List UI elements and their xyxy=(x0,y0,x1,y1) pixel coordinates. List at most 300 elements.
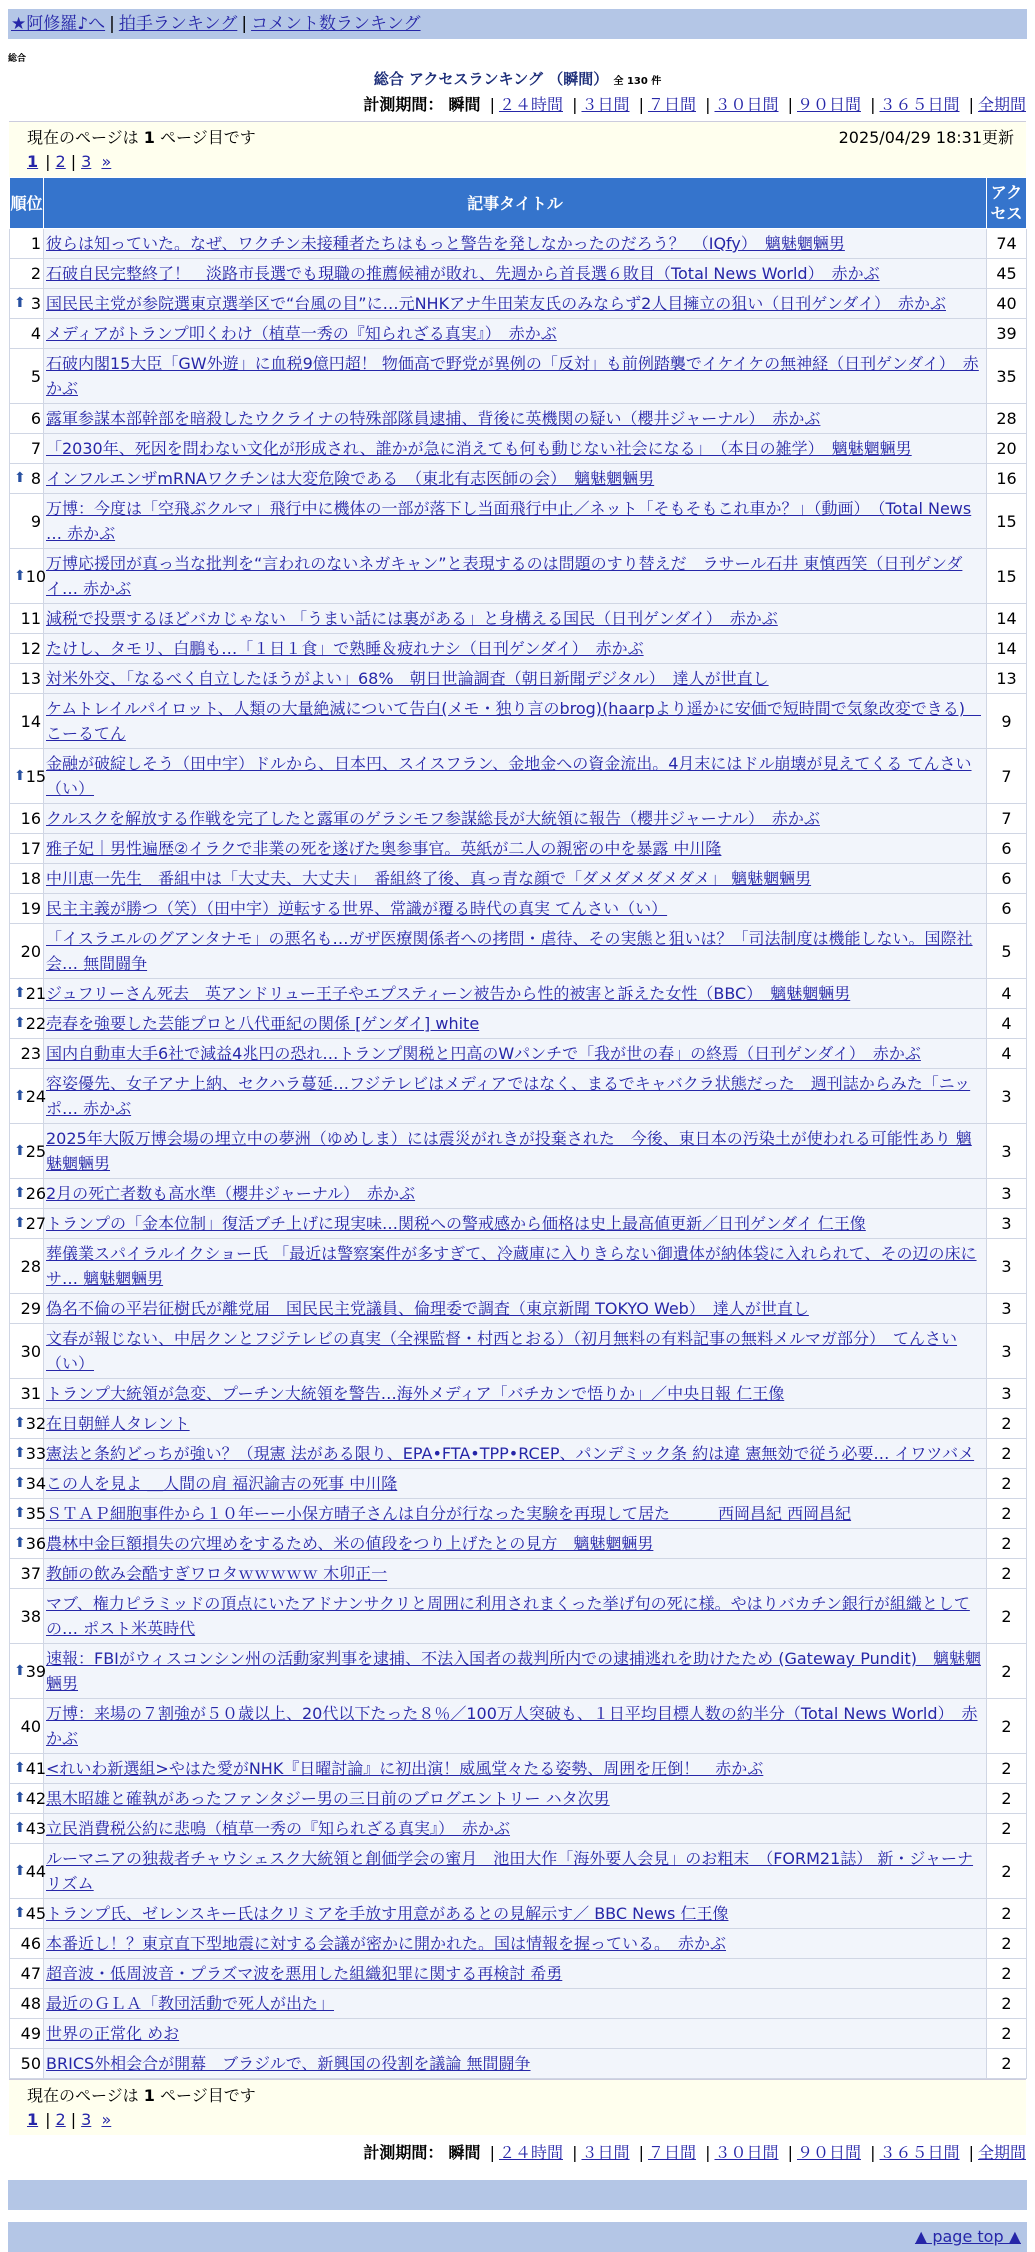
article-link[interactable]: 石破内閣15大臣「GW外遊」に血税9億円超！ 物価高で野党が異例の「反対」も前例踏襲でイケイケの無神経（日刊ゲンダイ） 赤かぶ xyxy=(46,354,979,398)
title-cell xyxy=(44,834,987,864)
table-row xyxy=(10,1469,1027,1499)
access-count: 2 xyxy=(987,1644,1027,1699)
rank-number: 3 xyxy=(30,294,41,313)
page-3-link[interactable]: 3 xyxy=(81,152,92,171)
section-label: 総合 xyxy=(8,54,27,64)
article-link[interactable]: 教師の飲み会酷すぎワロタｗｗｗｗｗ 木卯正一 xyxy=(46,1564,388,1583)
article-link[interactable]: 売春を強要した芸能プロと八代亜紀の関係 [ゲンダイ] white xyxy=(46,1014,480,1033)
table-row xyxy=(10,694,1027,749)
access-count: 9 xyxy=(987,694,1027,749)
title-cell xyxy=(44,1814,987,1844)
rank-up-arrow-icon: ⬆ xyxy=(14,1445,26,1461)
table-row xyxy=(10,924,1027,979)
rank-number: 30 xyxy=(20,1341,41,1361)
rank-cell xyxy=(10,319,44,349)
access-count: 2 xyxy=(987,1959,1027,1989)
article-link[interactable]: 金融が破綻しそう（田中宇）ドルから、日本円、スイスフラン、金地金への資金流出。4月末にはドル崩壊が見えてくる てんさい（い） xyxy=(46,754,972,798)
rank-up-arrow-icon: ⬆ xyxy=(14,1820,26,1836)
rank-cell xyxy=(10,1499,47,1529)
title-cell xyxy=(44,864,987,894)
access-count: 2 xyxy=(987,1754,1027,1784)
access-count: 6 xyxy=(987,834,1027,864)
rank-up-arrow-icon: ⬆ xyxy=(14,1215,26,1231)
rank-cell xyxy=(10,834,44,864)
rank-up-arrow-icon: ⬆ xyxy=(14,1862,26,1879)
rank-number: 34 xyxy=(25,1474,47,1493)
period-24h-link[interactable]: ２４時間 xyxy=(498,2143,563,2162)
access-count: 2 xyxy=(987,1499,1027,1529)
article-link[interactable]: ジュフリーさん死去 英アンドリュー王子やエプスティーン被告から性的被害と訴えた女性（BBC） 魑魅魍魎男 xyxy=(46,984,851,1003)
access-count: 15 xyxy=(987,494,1027,549)
period-3d-link[interactable]: ３日間 xyxy=(581,95,630,114)
article-link[interactable]: 容姿優先、女子アナ上納、セクハラ蔓延…フジテレビはメディアではなく、まるでキャバクラ状態だった 週刊誌からみた「ニッポ… 赤かぶ xyxy=(46,1074,971,1118)
article-link[interactable]: トランプ氏、ゼレンスキー氏はクリミアを手放す用意があるとの見解示す／ BBC News 仁王像 xyxy=(46,1904,729,1923)
title-cell xyxy=(44,634,987,664)
period-365d-link[interactable]: ３６５日間 xyxy=(879,95,960,114)
article-link[interactable]: マブ、権力ピラミッドの頂点にいたアドナンサクリと周囲に利用されまくった挙げ句の死に様。やはりバカチン銀行が組織としての… ポスト米英時代 xyxy=(46,1594,970,1638)
table-row xyxy=(10,289,1027,319)
table-row xyxy=(10,634,1027,664)
rank-cell xyxy=(10,1644,47,1699)
rank-up-arrow-icon: ⬆ xyxy=(14,1087,26,1104)
table-row xyxy=(10,894,1027,924)
rank-number: 22 xyxy=(25,1014,47,1033)
clap-ranking-link[interactable]: 拍手ランキング xyxy=(118,14,238,34)
article-link[interactable]: 2025年大阪万博会場の埋立中の夢洲（ゆめしま）には震災がれきが投棄された 今後、東日本の汚染土が使われる可能性あり 魑魅魍魎男 xyxy=(46,1129,972,1173)
title-cell xyxy=(44,1069,987,1124)
title-cell xyxy=(44,1009,987,1039)
title-cell xyxy=(44,1559,987,1589)
article-link[interactable]: クルスクを解放する作戦を完了したと露軍のゲラシモフ参謀総長が大統領に報告（櫻井ジャーナル） 赤かぶ xyxy=(46,809,820,828)
access-count: 2 xyxy=(987,1439,1027,1469)
table-row xyxy=(10,864,1027,894)
article-link[interactable]: 国内自動車大手6社で減益4兆円の恐れ…トランプ関税と円高のWパンチで「我が世の春」の終焉（日刊ゲンダイ） 赤かぶ xyxy=(46,1044,921,1063)
table-row xyxy=(10,464,1027,494)
article-link[interactable]: 最近のＧＬＡ「教団活動で死人が出た」 xyxy=(46,1994,335,2013)
access-count: 2 xyxy=(987,1589,1027,1644)
updated-timestamp: 2025/04/29 18:31更新 xyxy=(838,128,1014,147)
rank-number: 49 xyxy=(20,2024,41,2043)
rank-cell xyxy=(10,804,44,834)
rank-cell xyxy=(10,1324,44,1379)
article-link[interactable]: たけし、タモリ、白鵬も…「１日１食」で熟睡＆疲れナシ（日刊ゲンダイ） 赤かぶ xyxy=(46,639,644,658)
table-row xyxy=(10,1069,1027,1124)
article-link[interactable]: 農林中金巨額損失の穴埋めをするため、米の値段をつり上げたとの見方 魑魅魍魎男 xyxy=(46,1534,654,1553)
rank-number: 31 xyxy=(20,1384,41,1403)
table-row xyxy=(10,259,1027,289)
table-row xyxy=(10,1379,1027,1409)
rank-cell xyxy=(10,229,44,259)
rank-up-arrow-icon: ⬆ xyxy=(14,1185,26,1201)
rank-cell xyxy=(10,434,44,464)
title-cell xyxy=(44,1644,987,1699)
rank-cell xyxy=(10,1929,44,1959)
rank-cell xyxy=(10,2019,44,2049)
article-link[interactable]: 国民民主党が参院選東京選挙区で“台風の目”に…元NHKアナ牛田茉友氏のみならず2人目擁立の狙い（日刊ゲンダイ） 赤かぶ xyxy=(46,294,946,313)
rank-number: 32 xyxy=(25,1414,47,1433)
table-row xyxy=(10,664,1027,694)
table-row xyxy=(10,804,1027,834)
table-row xyxy=(10,1644,1027,1699)
rank-cell xyxy=(10,349,44,404)
rank-cell xyxy=(10,2049,44,2079)
next-page-link[interactable]: » xyxy=(101,2110,112,2129)
current-page-text: 現在のページは 1 ページ目です xyxy=(27,128,256,147)
rank-number: 10 xyxy=(25,566,47,586)
article-link[interactable]: 万博応援団が真っ当な批判を“言われのないネガキャン”と表現するのは問題のすり替えだ ラサール石井 東慎西笑（日刊ゲンダイ… 赤かぶ xyxy=(46,554,963,598)
article-link[interactable]: メディアがトランプ叩くわけ（植草一秀の『知られざる真実』） 赤かぶ xyxy=(46,324,557,343)
rank-number: 40 xyxy=(20,1716,41,1736)
rank-cell xyxy=(10,1239,44,1294)
access-count: 4 xyxy=(987,979,1027,1009)
access-count: 74 xyxy=(987,229,1027,259)
access-count: 2 xyxy=(987,1784,1027,1814)
rank-up-arrow-icon: ⬆ xyxy=(14,1015,26,1031)
rank-number: 19 xyxy=(20,899,41,918)
rank-up-arrow-icon: ⬆ xyxy=(14,1760,26,1776)
rank-number: 2 xyxy=(30,264,41,283)
access-count: 14 xyxy=(987,604,1027,634)
article-link[interactable]: 葬儀業スパイラルイクショー氏 「最近は警察案件が多すぎて、冷蔵庫に入りきらない御遺体が納体袋に入れられて、その辺の床にサ… 魑魅魍魎男 xyxy=(46,1244,977,1288)
table-row xyxy=(10,1559,1027,1589)
page-2-link[interactable]: 2 xyxy=(55,2110,66,2129)
rank-number: 1 xyxy=(30,234,41,253)
access-count: 2 xyxy=(987,1469,1027,1499)
table-row xyxy=(10,1409,1027,1439)
rank-number: 8 xyxy=(30,469,41,488)
next-page-link[interactable]: » xyxy=(101,152,112,171)
table-row xyxy=(10,1929,1027,1959)
page-1-link[interactable]: 1 xyxy=(27,152,39,171)
article-link[interactable]: インフルエンザmRNAワクチンは大変危険である （東北有志医師の会） 魑魅魍魎男 xyxy=(46,469,655,488)
access-count: 40 xyxy=(987,289,1027,319)
table-row xyxy=(10,1009,1027,1039)
rank-cell xyxy=(10,664,44,694)
title-cell xyxy=(44,349,987,404)
access-count: 20 xyxy=(987,434,1027,464)
article-link[interactable]: この人を見よ ＿人間の肩 福沢諭吉の死事 中川隆 xyxy=(46,1474,398,1493)
rank-cell xyxy=(10,1124,47,1179)
rank-cell xyxy=(10,1469,47,1499)
article-link[interactable]: 速報：FBIがウィスコンシン州の活動家判事を逮捕、不法入国者の裁判所内での逮捕逃れを助けたため (Gateway Pundit) 魑魅魍魎男 xyxy=(46,1649,981,1693)
table-row xyxy=(10,1499,1027,1529)
rank-number: 14 xyxy=(20,711,41,731)
rank-cell xyxy=(10,1699,44,1754)
page-title-line xyxy=(0,68,1035,89)
article-link[interactable]: 超音波・低周波音・プラズマ波を悪用した組織犯罪に関する再検討 希勇 xyxy=(46,1964,563,1983)
article-link[interactable]: 石破自民完整終了！ 淡路市長選でも現職の推薦候補が敗れ、先週から首長選６敗目（Total News World） 赤かぶ xyxy=(46,264,880,283)
period-30d-link[interactable]: ３０日間 xyxy=(714,95,779,114)
rank-up-arrow-icon: ⬆ xyxy=(14,985,26,1001)
rank-cell xyxy=(10,404,44,434)
article-link[interactable]: 世界の正常化 めお xyxy=(46,2024,180,2043)
table-row xyxy=(10,1124,1027,1179)
article-link[interactable]: BRICS外相会合が開幕 ブラジルで、新興国の役割を議論 無間闘争 xyxy=(46,2054,531,2073)
rank-number: 36 xyxy=(25,1534,47,1553)
period-selector-bottom: 計測期間： 瞬間 | ２４時間 | ３日間 | ７日間 | ３０日間 | ９０日間 | ３６５日間 | 全期間 xyxy=(363,2143,1026,2162)
article-link[interactable]: 在日朝鮮人タレント xyxy=(46,1414,190,1433)
ranking-table xyxy=(9,177,1027,2079)
article-link[interactable]: <れいわ新選組>やはた愛がNHK『日曜討論』に初出演！威風堂々たる姿勢、周囲を圧倒！ 赤かぶ xyxy=(46,1759,764,1778)
rank-cell xyxy=(10,604,44,634)
title-cell xyxy=(44,979,987,1009)
title-cell xyxy=(44,804,987,834)
rank-number: 15 xyxy=(25,766,47,786)
article-link[interactable]: 露軍参謀本部幹部を暗殺したウクライナの特殊部隊員逮捕、背後に英機関の疑い（櫻井ジャーナル） 赤かぶ xyxy=(46,409,821,428)
table-row xyxy=(10,2019,1027,2049)
article-link[interactable]: 偽名不倫の平岩征樹氏が離党届 国民民主党議員、倫理委で調査（東京新聞 TOKYO Web） 達人が世直し xyxy=(46,1299,809,1318)
table-row xyxy=(10,1589,1027,1644)
table-row xyxy=(10,1324,1027,1379)
rank-number: 9 xyxy=(30,511,41,531)
rank-cell xyxy=(10,864,44,894)
rank-number: 43 xyxy=(25,1819,47,1838)
article-link[interactable]: トランプ大統領が急変、プーチン大統領を警告…海外メディア「バチカンで悟りか」／中央日報 仁王像 xyxy=(46,1384,785,1403)
access-count: 13 xyxy=(987,664,1027,694)
rank-cell xyxy=(10,1959,44,1989)
rank-number: 38 xyxy=(20,1606,41,1626)
rank-number: 26 xyxy=(25,1184,47,1203)
page-info-bottom xyxy=(9,2079,1026,2135)
current-page-text: 現在のページは 1 ページ目です xyxy=(27,2086,256,2105)
title-cell xyxy=(44,1239,987,1294)
rank-up-arrow-icon: ⬆ xyxy=(14,1662,26,1679)
access-count: 2 xyxy=(987,1559,1027,1589)
title-cell xyxy=(44,1409,987,1439)
rank-cell xyxy=(10,1529,47,1559)
rank-cell xyxy=(10,1754,47,1784)
table-row xyxy=(10,1294,1027,1324)
period-3d-link[interactable]: ３日間 xyxy=(581,2143,630,2162)
title-cell xyxy=(44,1469,987,1499)
rank-cell xyxy=(10,1209,47,1239)
page-top-link[interactable]: ▲ page top ▲ xyxy=(914,2227,1021,2246)
table-row xyxy=(10,1814,1027,1844)
period-90d-link[interactable]: ９０日間 xyxy=(796,2143,861,2162)
rank-number: 41 xyxy=(25,1759,47,1778)
table-row xyxy=(10,2049,1027,2079)
title-cell xyxy=(44,494,987,549)
title-cell xyxy=(44,259,987,289)
rank-cell xyxy=(10,1814,47,1844)
rank-up-arrow-icon: ⬆ xyxy=(14,470,26,486)
rank-number: 39 xyxy=(25,1661,47,1681)
period-all-link[interactable]: 全期間 xyxy=(977,2143,1026,2162)
access-count: 2 xyxy=(987,2019,1027,2049)
access-count: 2 xyxy=(987,1409,1027,1439)
title-cell xyxy=(44,2019,987,2049)
table-row xyxy=(10,1784,1027,1814)
article-link[interactable]: トランプの「金本位制」復活ブチ上げに現実味…関税への警戒感から価格は史上最高値更新／日刊ゲンダイ 仁王像 xyxy=(46,1214,866,1233)
period-all-link[interactable]: 全期間 xyxy=(977,95,1026,114)
rank-number: 35 xyxy=(25,1504,47,1523)
access-count: 3 xyxy=(987,1379,1027,1409)
rank-number: 13 xyxy=(20,669,41,688)
rank-cell xyxy=(10,1989,44,2019)
title-cell xyxy=(44,404,987,434)
home-link[interactable]: ★阿修羅♪へ xyxy=(11,14,106,34)
table-row xyxy=(10,1439,1027,1469)
rank-up-arrow-icon: ⬆ xyxy=(14,1535,26,1551)
article-link[interactable]: ケムトレイルパイロット、人類の大量絶滅について告白(メモ・独り言のbrog)(haarpより遥かに安価で短時間で気象改変できる) こーるてん xyxy=(46,699,981,743)
title-cell xyxy=(44,229,987,259)
rank-cell xyxy=(10,494,44,549)
nav-separator: | xyxy=(241,14,248,34)
title-cell xyxy=(44,1499,987,1529)
rank-up-arrow-icon: ⬆ xyxy=(14,567,26,584)
comment-ranking-link[interactable]: コメント数ランキング xyxy=(251,14,421,34)
article-link[interactable]: ＳＴＡＰ細胞事件から１０年ーー小保方晴子さんは自分が行なった実験を再現して居た 西岡昌紀 西岡昌紀 xyxy=(46,1504,852,1523)
article-link[interactable]: 彼らは知っていた。なぜ、ワクチン未接種者たちはもっと警告を発しなかったのだろう？ （IQfy） 魑魅魍魎男 xyxy=(46,234,845,253)
title-cell xyxy=(44,464,987,494)
table-row xyxy=(10,494,1027,549)
access-count: 2 xyxy=(987,1929,1027,1959)
article-link[interactable]: 民主主義が勝つ（笑）（田中宇）逆転する世界、常識が覆る時代の真実 てんさい（い） xyxy=(46,899,668,918)
rank-cell xyxy=(10,749,47,804)
access-count: 6 xyxy=(987,864,1027,894)
rank-cell xyxy=(10,1439,47,1469)
period-7d-link[interactable]: ７日間 xyxy=(647,2143,696,2162)
table-row xyxy=(10,1699,1027,1754)
rank-cell xyxy=(10,289,44,319)
access-count: 3 xyxy=(987,1239,1027,1294)
pagination: 1 | 2 | 3 » xyxy=(27,2110,112,2129)
title-cell xyxy=(44,1039,987,1069)
period-365d-link[interactable]: ３６５日間 xyxy=(879,2143,960,2162)
table-row xyxy=(10,549,1027,604)
pagination: 1 | 2 | 3 » xyxy=(27,152,112,171)
period-label: 計測期間： xyxy=(363,2143,444,2162)
table-row xyxy=(10,1844,1027,1899)
rank-number: 48 xyxy=(20,1994,41,2013)
rank-cell xyxy=(10,549,47,604)
col-header-count: アクセス xyxy=(987,178,1027,229)
rank-number: 24 xyxy=(25,1086,47,1106)
article-link[interactable]: 立民消費税公約に悲鳴（植草一秀の『知られざる真実』） 赤かぶ xyxy=(46,1819,511,1838)
rank-number: 12 xyxy=(20,639,41,658)
title-cell xyxy=(44,1529,987,1559)
rank-number: 28 xyxy=(20,1256,41,1276)
title-cell xyxy=(44,1699,987,1754)
access-count: 2 xyxy=(987,1899,1027,1929)
access-count: 2 xyxy=(987,1844,1027,1899)
page-title: 総合 アクセスランキング （瞬間） xyxy=(373,70,609,88)
ranking-body xyxy=(10,229,1027,2079)
title-cell xyxy=(44,1589,987,1644)
title-cell xyxy=(44,1439,987,1469)
page-3-link[interactable]: 3 xyxy=(81,2110,92,2129)
period-current: 瞬間 xyxy=(448,95,481,114)
page-1-link[interactable]: 1 xyxy=(27,2110,39,2129)
period-30d-link[interactable]: ３０日間 xyxy=(714,2143,779,2162)
page-2-link[interactable]: 2 xyxy=(55,152,66,171)
title-cell xyxy=(44,1844,987,1899)
rank-up-arrow-icon: ⬆ xyxy=(14,295,26,311)
access-count: 2 xyxy=(987,1529,1027,1559)
access-count: 15 xyxy=(987,549,1027,604)
access-count: 45 xyxy=(987,259,1027,289)
access-count: 7 xyxy=(987,749,1027,804)
article-link[interactable]: 「2030年、死因を問わない文化が形成され、誰かが急に消えても何も動じない社会になる」 （本日の雑学） 魑魅魍魎男 xyxy=(46,439,912,458)
rank-cell xyxy=(10,1899,47,1929)
access-count: 3 xyxy=(987,1294,1027,1324)
rank-cell xyxy=(10,1589,44,1644)
article-link[interactable]: ルーマニアの独裁者チャウシェスク大統領と創価学会の蜜月 池田大作「海外要人会見」のお粗末 （FORM21誌） 新・ジャーナリズム xyxy=(46,1849,974,1893)
title-cell xyxy=(44,604,987,634)
title-cell xyxy=(44,1294,987,1324)
access-count: 2 xyxy=(987,1699,1027,1754)
footer-bar xyxy=(8,2180,1027,2210)
access-count: 4 xyxy=(987,1039,1027,1069)
access-count: 28 xyxy=(987,404,1027,434)
rank-number: 27 xyxy=(25,1214,47,1233)
table-row xyxy=(10,1899,1027,1929)
title-cell xyxy=(44,549,987,604)
period-24h-link[interactable]: ２４時間 xyxy=(498,95,563,114)
rank-number: 33 xyxy=(25,1444,47,1463)
period-label: 計測期間： xyxy=(363,95,444,114)
table-row xyxy=(10,979,1027,1009)
table-row xyxy=(10,1529,1027,1559)
title-cell xyxy=(44,1379,987,1409)
rank-number: 46 xyxy=(20,1934,41,1953)
access-count: 7 xyxy=(987,804,1027,834)
article-link[interactable]: 憲法と条約どっちが強い？（現憲 法がある限り、EPA•FTA•TPP•RCEP、パンデミック条 約は違 憲無効で従う必要… イワツバメ xyxy=(46,1444,975,1463)
article-link[interactable]: 万博：今度は「空飛ぶクルマ」飛行中に機体の一部が落下し当面飛行中止／ネット「そもそもこれ車か？」（動画） （Total News … 赤かぶ xyxy=(46,499,972,543)
table-row xyxy=(10,1959,1027,1989)
article-link[interactable]: 対米外交、「なるべく自立したほうがよい」68% 朝日世論調査（朝日新聞デジタル） 達人が世直し xyxy=(46,669,769,688)
access-count: 3 xyxy=(987,1209,1027,1239)
title-cell xyxy=(44,1209,987,1239)
article-link[interactable]: 雅子妃｜男性遍歴②イラクで非業の死を遂げた奥参事官。英紙が二人の親密の中を暴露 中川隆 xyxy=(46,839,722,858)
title-cell xyxy=(44,664,987,694)
table-row xyxy=(10,604,1027,634)
rank-up-arrow-icon: ⬆ xyxy=(14,1790,26,1806)
top-nav-bar xyxy=(8,9,1027,39)
access-count: 3 xyxy=(987,1069,1027,1124)
article-link[interactable]: 2月の死亡者数も高水準（櫻井ジャーナル） 赤かぶ xyxy=(46,1184,416,1203)
table-row xyxy=(10,404,1027,434)
article-link[interactable]: 減税で投票するほどバカじゃない 「うまい話には裏がある」と身構える国民（日刊ゲンダイ） 赤かぶ xyxy=(46,609,778,628)
rank-up-arrow-icon: ⬆ xyxy=(14,1415,26,1431)
rank-cell xyxy=(10,694,44,749)
rank-cell xyxy=(10,1069,47,1124)
rank-number: 37 xyxy=(20,1564,41,1583)
rank-number: 11 xyxy=(20,609,41,628)
rank-cell xyxy=(10,1039,44,1069)
access-count: 2 xyxy=(987,2049,1027,2079)
article-link[interactable]: 文春が報じない、中居クンとフジテレビの真実（全裸監督・村西とおる）（初月無料の有料記事の無料メルマガ部分） てんさい（い） xyxy=(46,1329,958,1373)
title-cell xyxy=(44,1754,987,1784)
title-cell xyxy=(44,289,987,319)
rank-up-arrow-icon: ⬆ xyxy=(14,1142,26,1159)
article-link[interactable]: 万博：来場の７割強が５０歳以上、20代以下たった８％／100万人突破も、１日平均目標人数の約半分（Total News World） 赤かぶ xyxy=(46,1704,978,1748)
period-7d-link[interactable]: ７日間 xyxy=(647,95,696,114)
rank-cell xyxy=(10,1784,47,1814)
rank-number: 5 xyxy=(30,366,41,386)
article-link[interactable]: 本番近し！？東京直下型地震に対する会議が密かに開かれた。国は情報を握っている。 赤かぶ xyxy=(46,1934,727,1953)
article-link[interactable]: 「イスラエルのグアンタナモ」の悪名も…ガザ医療関係者への拷問・虐待、その実態と狙いは？「司法制度は機能しない。国際社会… 無間闘争 xyxy=(46,929,973,973)
table-row xyxy=(10,1039,1027,1069)
article-link[interactable]: 黒木昭雄と確執があったファンタジー男の三日前のブログエントリー ハタ次男 xyxy=(46,1789,610,1808)
table-row xyxy=(10,1989,1027,2019)
title-cell xyxy=(44,2049,987,2079)
title-cell xyxy=(44,1989,987,2019)
article-link[interactable]: 中川恵一先生 番組中は「大丈夫、大丈夫」 番組終了後、真っ青な顔で「ダメダメダメダメ」 魑魅魍魎男 xyxy=(46,869,812,888)
title-cell xyxy=(44,1324,987,1379)
total-count: 全 130 件 xyxy=(613,76,662,87)
period-90d-link[interactable]: ９０日間 xyxy=(796,95,861,114)
